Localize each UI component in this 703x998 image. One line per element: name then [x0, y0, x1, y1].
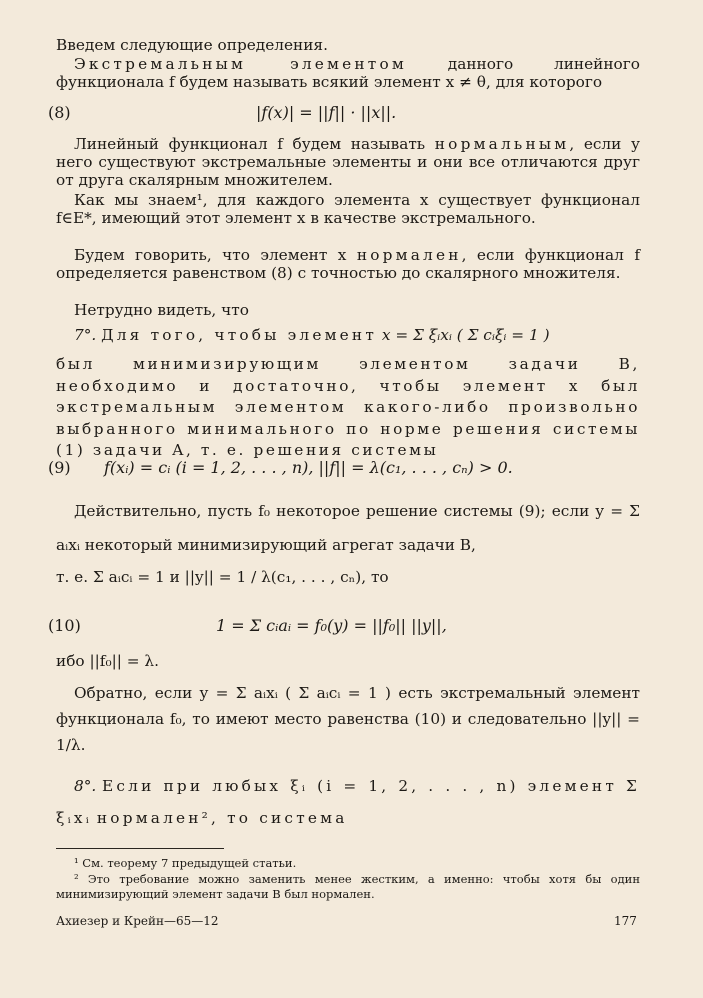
footnote-2: ² Это требование можно заменить менее жестким, а именно: чтобы хотя бы один минимизирующий элемент задачи B был нормален.: [56, 872, 640, 901]
paragraph-proof-condition: т. е. Σ aᵢcᵢ = 1 и ||y|| = 1 / λ(c₁, . . . , cₙ), то: [56, 568, 389, 586]
paragraph-known-fact: Как мы знаем¹, для каждого элемента x существует функционал f∈E*, имеющий этот элемент x в качестве экстремального.: [56, 191, 640, 228]
paragraph-easy-to-see: Нетрудно видеть, что: [74, 301, 249, 319]
paragraph-definition-extremal: Экстремальным элементом данного линейного функционала f будем называть всякий элемент x ≠ θ, для которого: [56, 55, 640, 92]
footer-signature: Ахиезер и Крейн—65—12: [56, 914, 219, 928]
theorem-7-body: был минимизирующим элементом задачи B, необходимо и достаточно, чтобы элемент x был экстремальным элементом какого-либо произвольно выбранного минимального по норме решения системы (1) задачи A, т. е. решения системы: [56, 355, 640, 459]
equation-number: (9): [48, 458, 71, 477]
theorem-8: 8°. Если при любых ξᵢ (i = 1, 2, . . . , n) элемент Σ ξᵢxᵢ нормален², то система: [56, 777, 640, 827]
footnote-1: ¹ См. теорему 7 предыдущей статьи.: [74, 856, 297, 870]
paragraph-normal-element: Будем говорить, что элемент x нормален, если функционал f определяется равенством (8) с точностью до скалярного множителя.: [56, 246, 640, 283]
equation-number: (8): [48, 103, 71, 122]
paragraph-normal-functional: Линейный функционал f будем называть нормальным, если у него существуют экстремальные элементы и они все отличаются друг от друга скалярным множителем.: [56, 135, 640, 190]
footnote-rule: [56, 848, 224, 849]
paragraph-intro: Введем следующие определения.: [56, 36, 328, 54]
paragraph-since: ибо ||f₀|| = λ.: [56, 652, 159, 670]
page-number: 177: [614, 914, 637, 928]
equation-body: 1 = Σ cᵢaᵢ = f₀(y) = ||f₀|| ||y||,: [216, 616, 447, 635]
equation-10: [48, 614, 648, 638]
equation-9: [48, 456, 648, 480]
equation-body: f(xᵢ) = cᵢ (i = 1, 2, . . . , n), ||f|| = λ(c₁, . . . , cₙ) > 0.: [104, 458, 513, 477]
equation-number: (10): [48, 616, 81, 635]
paragraph-proof-start: Действительно, пусть f₀ некоторое решение системы (9); если y = Σ aᵢxᵢ некоторый минимизирующий агрегат задачи B,: [56, 502, 640, 554]
theorem-7-heading: 7°. Для того, чтобы элемент x = Σ ξᵢxᵢ ( Σ cᵢξᵢ = 1 ): [74, 326, 550, 344]
equation-body: |f(x)| = ||f|| · ||x||.: [256, 103, 397, 122]
paragraph-converse: Обратно, если y = Σ aᵢxᵢ ( Σ aᵢcᵢ = 1 ) есть экстремальный элемент функционала f₀, то имеют место равенства (10) и следовательно ||y|| = 1/λ.: [56, 684, 640, 754]
equation-8: [48, 101, 648, 125]
